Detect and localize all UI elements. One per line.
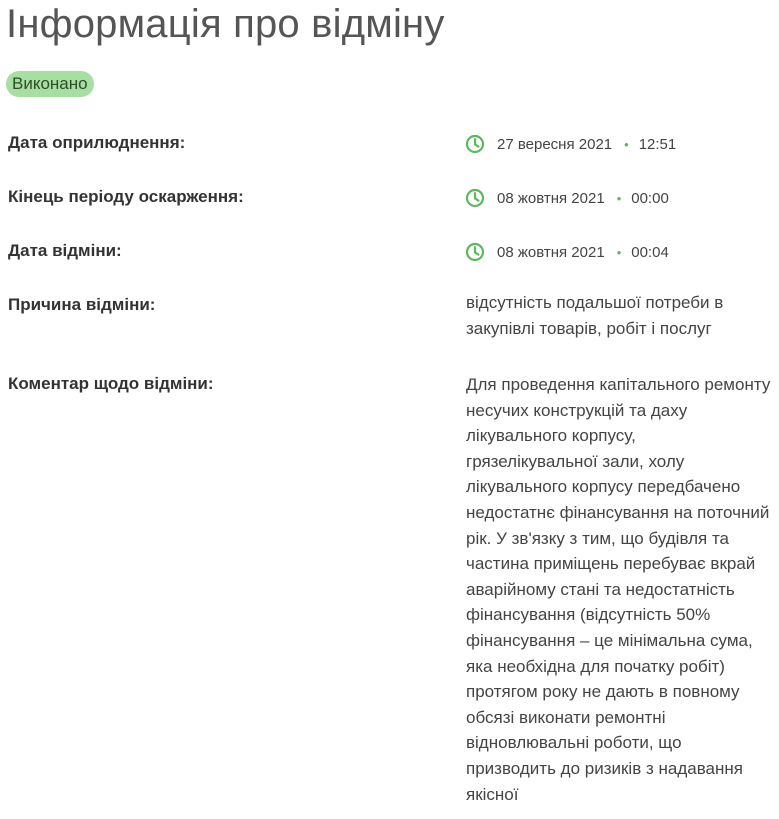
cancellation-comment-label: Коментар щодо відміни: [8,374,214,393]
separator-dot: • [616,190,622,206]
appeal-period-end-time: 00:00 [631,189,669,207]
clock-icon [465,134,485,154]
separator-dot: • [616,244,622,260]
appeal-period-end-date: 08 жовтня 2021 [497,189,605,207]
cancellation-reason-value: відсутність подальшої потреби в закупівлі товарів, робіт і послуг [466,293,724,338]
appeal-period-end-value [465,187,669,209]
clock-icon [465,242,485,262]
cancellation-reason-label: Причина відміни: [8,295,156,314]
status-badge: Виконано [6,71,94,97]
cancellation-comment-value: Для проведення капітального ремонту несучих конструкцій та даху лікувального корпусу, грязелікувальної зали, холу лікувального корпусу передбачено недостатнє фінансування на поточний рік. У зв'язку з тим, що будівля та частина приміщень перебуває вкрай аварійному стані та недостатність фінансування (відсутність 50% фінансування – це мінімальна сума, яка необхідна для початку робіт) протягом року не дають в повному обсязі виконати ремонтні відновлювальні роботи, що призводить до ризиків з надавання якісної [466,375,771,804]
cancellation-date-date: 08 жовтня 2021 [497,243,605,261]
cancellation-date-value [465,241,669,263]
publication-date-label: Дата оприлюднення: [8,133,186,152]
clock-icon [465,188,485,208]
cancellation-date-time: 00:04 [631,243,669,261]
cancellation-date-label: Дата відміни: [8,241,122,260]
publication-date-value [465,133,676,155]
appeal-period-end-label: Кінець періоду оскарження: [8,187,244,206]
separator-dot: • [624,136,629,152]
publication-date-time: 12:51 [638,135,677,153]
publication-date-date: 27 вересня 2021 [497,135,613,153]
page-title: Інформація про відміну [6,2,445,46]
